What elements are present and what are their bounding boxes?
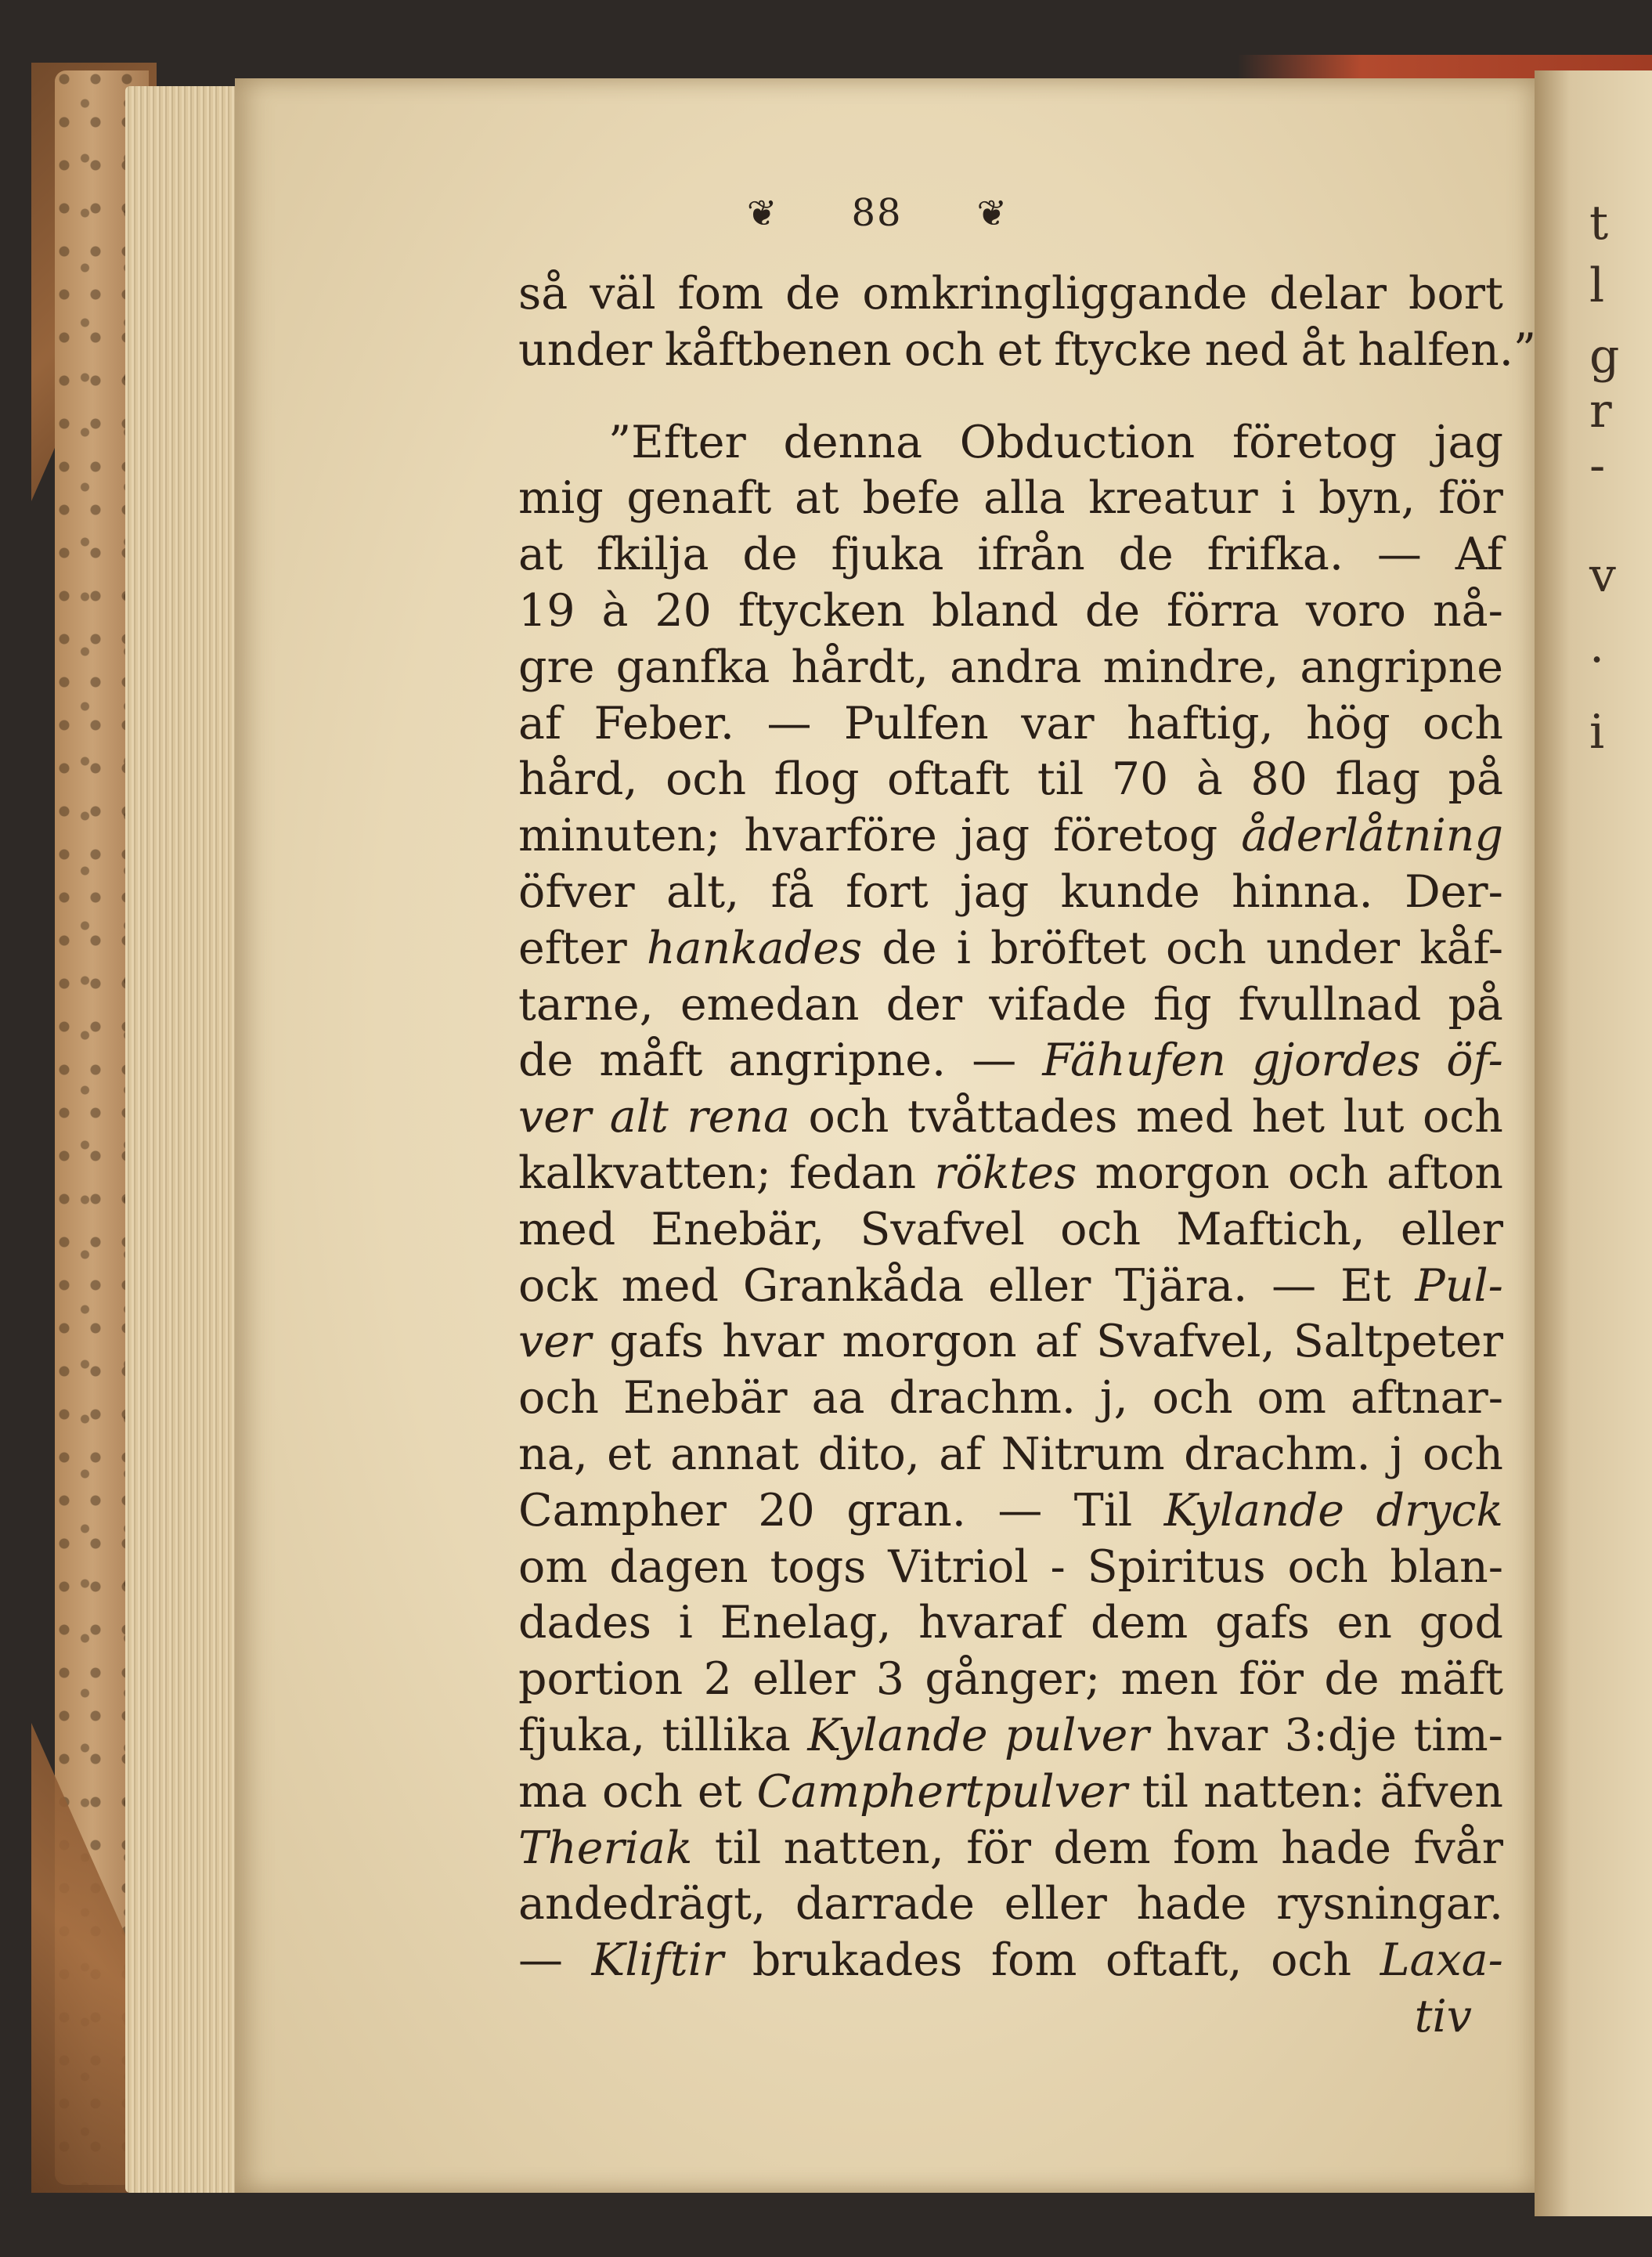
text-line bbox=[518, 640, 1503, 696]
word: vifade bbox=[989, 978, 1127, 1031]
word: — bbox=[972, 1035, 1017, 1087]
word: Grankåda bbox=[742, 1259, 965, 1312]
text-line bbox=[518, 752, 1503, 808]
text-line bbox=[518, 583, 1503, 640]
word: af bbox=[1034, 1316, 1078, 1368]
word: hvarföre bbox=[744, 810, 937, 862]
word: halfen.” bbox=[1358, 323, 1537, 376]
word: eller bbox=[752, 1653, 856, 1706]
word: alt, bbox=[665, 865, 740, 918]
word: til bbox=[714, 1822, 762, 1874]
word: Svafvel bbox=[860, 1203, 1025, 1255]
word: — bbox=[1271, 1259, 1317, 1312]
word: och bbox=[518, 1372, 599, 1425]
word: morgon bbox=[842, 1316, 1017, 1368]
word: mig bbox=[518, 472, 604, 525]
italic-word: gjordes bbox=[1252, 1035, 1421, 1087]
word: få bbox=[770, 865, 814, 918]
word: Saltpeter bbox=[1293, 1316, 1503, 1368]
word: andra bbox=[950, 641, 1082, 693]
italic-word: rena bbox=[687, 1091, 791, 1143]
text-line bbox=[518, 865, 1503, 921]
word: aftnar- bbox=[1350, 1372, 1503, 1425]
word: et bbox=[607, 1428, 651, 1480]
word: företog bbox=[1232, 416, 1398, 468]
word: åt bbox=[1300, 323, 1346, 376]
word: och bbox=[904, 323, 985, 376]
text-line bbox=[518, 1933, 1503, 1989]
word: Pulfen bbox=[843, 697, 989, 749]
word: i bbox=[678, 1597, 693, 1649]
word: och bbox=[1166, 922, 1246, 974]
word: tarne, bbox=[518, 978, 654, 1031]
text-line bbox=[518, 1202, 1503, 1259]
word: hinna. bbox=[1232, 865, 1373, 918]
word: ftycke bbox=[1054, 323, 1192, 376]
word: jag bbox=[960, 810, 1030, 862]
word: ganfka bbox=[615, 641, 770, 693]
word: de bbox=[785, 268, 841, 320]
word: til bbox=[1142, 1765, 1189, 1818]
word: Af bbox=[1455, 529, 1503, 581]
word: fvullnad bbox=[1238, 978, 1422, 1031]
word: och bbox=[1423, 1428, 1503, 1480]
facing-page-fragment: i bbox=[1589, 705, 1605, 760]
word: mindre, bbox=[1102, 641, 1279, 693]
word: dem bbox=[1091, 1597, 1189, 1649]
word: med bbox=[1135, 1091, 1234, 1143]
word: gafs bbox=[1215, 1597, 1310, 1649]
facing-page-fragment: . bbox=[1589, 619, 1605, 673]
word: fom bbox=[990, 1934, 1077, 1987]
word: under bbox=[518, 323, 652, 376]
text-line bbox=[518, 1595, 1503, 1652]
word: om bbox=[518, 1540, 588, 1593]
facing-page-edge bbox=[1535, 70, 1652, 2216]
word: kreatur bbox=[1088, 472, 1258, 525]
word: äfven bbox=[1380, 1765, 1503, 1818]
ornament-right-icon: ❦ bbox=[976, 192, 1008, 234]
word: Feber. bbox=[593, 697, 735, 749]
word: haftig, bbox=[1127, 697, 1274, 749]
word: Tjära. bbox=[1115, 1259, 1248, 1312]
word: hade bbox=[1136, 1878, 1247, 1930]
word: hvar bbox=[1166, 1709, 1268, 1761]
word: brukades bbox=[752, 1934, 963, 1987]
word: het bbox=[1251, 1091, 1326, 1143]
word: hög bbox=[1306, 697, 1390, 749]
page-header bbox=[525, 182, 1229, 244]
text-line bbox=[518, 471, 1503, 527]
word: à bbox=[1196, 753, 1223, 806]
word: efter bbox=[518, 922, 627, 974]
word: til bbox=[1037, 753, 1084, 806]
word: öfver bbox=[518, 865, 635, 918]
word: gre bbox=[518, 641, 595, 693]
word: fig bbox=[1153, 978, 1212, 1031]
word: och bbox=[1287, 1540, 1369, 1593]
word: de bbox=[882, 922, 937, 974]
italic-word: Camphertpulver bbox=[756, 1765, 1127, 1818]
italic-word: Fähufen bbox=[1042, 1035, 1226, 1087]
word: Vitriol bbox=[888, 1540, 1029, 1593]
word: gafs bbox=[609, 1316, 705, 1368]
word: Svafvel, bbox=[1095, 1316, 1275, 1368]
word: och bbox=[1060, 1203, 1142, 1255]
word: på bbox=[1448, 753, 1503, 806]
word: företog bbox=[1053, 810, 1218, 862]
word: dito, bbox=[817, 1428, 920, 1480]
word: dades bbox=[518, 1597, 651, 1649]
italic-word: alt bbox=[609, 1091, 669, 1143]
text-line bbox=[518, 1259, 1503, 1315]
word: ifrån bbox=[977, 529, 1085, 581]
word: togs bbox=[770, 1540, 867, 1593]
word: flag bbox=[1335, 753, 1420, 806]
word: darrade bbox=[795, 1878, 975, 1930]
word: delar bbox=[1269, 268, 1387, 320]
text-line bbox=[518, 527, 1503, 583]
word: minuten; bbox=[518, 810, 721, 862]
word: fom bbox=[677, 268, 764, 320]
word: med bbox=[518, 1203, 616, 1255]
word: Maftich, bbox=[1176, 1203, 1365, 1255]
word: en bbox=[1336, 1597, 1392, 1649]
italic-word: Kylande bbox=[807, 1709, 988, 1761]
word: de bbox=[518, 1035, 574, 1087]
word: af bbox=[939, 1428, 983, 1480]
facing-page-fragment: t bbox=[1589, 196, 1609, 251]
word: lut bbox=[1343, 1091, 1405, 1143]
word: bort bbox=[1408, 268, 1503, 320]
facing-page-fragment: l bbox=[1589, 258, 1605, 313]
word: j, bbox=[1099, 1372, 1128, 1425]
italic-word: Theriak bbox=[518, 1822, 693, 1874]
word: hade bbox=[1281, 1822, 1391, 1874]
word: oftaft, bbox=[1106, 1934, 1243, 1987]
word: nå- bbox=[1432, 584, 1503, 637]
word: tim- bbox=[1413, 1709, 1503, 1761]
word: ock bbox=[518, 1259, 597, 1312]
italic-word: åderlåtning bbox=[1241, 810, 1503, 862]
word: byn, bbox=[1318, 472, 1416, 525]
word: — bbox=[518, 1934, 563, 1987]
facing-page-fragment: r bbox=[1589, 384, 1612, 439]
word: oftaft bbox=[886, 753, 1010, 806]
italic-word: röktes bbox=[934, 1147, 1077, 1199]
word: Enebär, bbox=[651, 1203, 825, 1255]
word: 20 bbox=[655, 584, 712, 637]
word: 70 bbox=[1111, 753, 1169, 806]
italic-word: Kliftir bbox=[591, 1934, 724, 1987]
italic-word: pulver bbox=[1005, 1709, 1149, 1761]
italic-word: dryck bbox=[1376, 1484, 1503, 1537]
text-line bbox=[518, 1708, 1503, 1764]
word: var bbox=[1021, 697, 1095, 749]
text-line bbox=[518, 1089, 1503, 1146]
word: hvar bbox=[722, 1316, 824, 1368]
word: 19 bbox=[518, 584, 575, 637]
word: alla bbox=[983, 472, 1066, 525]
word: förra bbox=[1167, 584, 1279, 637]
word: Obduction bbox=[959, 416, 1196, 468]
word: gran. bbox=[846, 1484, 966, 1537]
word: väl bbox=[590, 268, 656, 320]
word: rysningar. bbox=[1276, 1878, 1503, 1930]
word: ”Efter bbox=[608, 416, 746, 468]
word: måft bbox=[599, 1035, 703, 1087]
word: så bbox=[518, 268, 568, 320]
word: jag bbox=[1434, 416, 1503, 468]
word: — bbox=[766, 697, 812, 749]
word: omkringliggande bbox=[862, 268, 1248, 320]
text-line bbox=[518, 1314, 1503, 1370]
word: hårdt, bbox=[791, 641, 929, 693]
word: tillika bbox=[662, 1709, 791, 1761]
italic-word: tiv bbox=[1414, 1990, 1472, 2042]
word: 20 bbox=[758, 1484, 815, 1537]
word: Der- bbox=[1404, 865, 1503, 918]
italic-word: öf- bbox=[1446, 1035, 1503, 1087]
word: angripne bbox=[1300, 641, 1503, 693]
word: emedan bbox=[680, 978, 860, 1031]
word: och bbox=[1287, 1147, 1369, 1199]
word: at bbox=[518, 529, 563, 581]
word: flog bbox=[774, 753, 860, 806]
word: och bbox=[602, 1765, 683, 1818]
text-line bbox=[518, 1989, 1503, 2046]
word: eller bbox=[1400, 1203, 1503, 1255]
word: genaft bbox=[626, 472, 772, 525]
word: och bbox=[808, 1091, 889, 1143]
word: annat bbox=[670, 1428, 799, 1480]
word: kalkvatten; bbox=[518, 1147, 771, 1199]
word: dem bbox=[1053, 1822, 1151, 1874]
word: i bbox=[956, 922, 972, 974]
word: kunde bbox=[1060, 865, 1200, 918]
word: - bbox=[1050, 1540, 1066, 1593]
word: kåf- bbox=[1419, 922, 1503, 974]
word: för bbox=[966, 1822, 1031, 1874]
word: hvaraf bbox=[918, 1597, 1064, 1649]
word: bröftet bbox=[990, 922, 1146, 974]
text-line bbox=[518, 1876, 1503, 1933]
word: andedrägt, bbox=[518, 1878, 766, 1930]
word: hård, bbox=[518, 753, 638, 806]
word: afton bbox=[1386, 1147, 1503, 1199]
word: et bbox=[997, 323, 1042, 376]
paragraph-gap bbox=[518, 379, 1503, 415]
facing-page-fragment: g bbox=[1589, 329, 1620, 384]
word: fedan bbox=[789, 1147, 917, 1199]
word: Et bbox=[1340, 1259, 1391, 1312]
word: denna bbox=[783, 416, 923, 468]
word: men bbox=[1120, 1653, 1219, 1706]
word: tvåttades bbox=[907, 1091, 1118, 1143]
word: med bbox=[621, 1259, 719, 1312]
word: Campher bbox=[518, 1484, 727, 1537]
word: na, bbox=[518, 1428, 588, 1480]
word: och bbox=[1423, 697, 1503, 749]
word: fvår bbox=[1413, 1822, 1503, 1874]
facing-page-fragment: v bbox=[1589, 548, 1616, 603]
word: fkilja bbox=[596, 529, 709, 581]
word: at bbox=[794, 472, 839, 525]
word: fom bbox=[1173, 1822, 1259, 1874]
word: Nitrum bbox=[1001, 1428, 1165, 1480]
italic-word: ver bbox=[518, 1091, 592, 1143]
word: voro bbox=[1305, 584, 1406, 637]
italic-word: ver bbox=[518, 1316, 592, 1368]
word: dagen bbox=[609, 1540, 748, 1593]
text-line bbox=[518, 1033, 1503, 1089]
word: natten, bbox=[783, 1822, 944, 1874]
word: blan- bbox=[1390, 1540, 1503, 1593]
italic-word: Laxa- bbox=[1380, 1934, 1503, 1987]
word: 3 bbox=[875, 1653, 904, 1706]
word: på bbox=[1448, 978, 1503, 1031]
word: angripne. bbox=[728, 1035, 947, 1087]
word: drachm. bbox=[889, 1372, 1076, 1425]
word: under bbox=[1266, 922, 1400, 974]
page-number: 88 bbox=[851, 191, 903, 235]
word: et bbox=[697, 1765, 742, 1818]
word: à bbox=[601, 584, 629, 637]
text-line bbox=[518, 1483, 1503, 1540]
word: och bbox=[1152, 1372, 1233, 1425]
text-line bbox=[518, 1370, 1503, 1427]
word: de bbox=[742, 529, 798, 581]
word: 3:dje bbox=[1284, 1709, 1398, 1761]
word: kåftbenen bbox=[664, 323, 892, 376]
word: de bbox=[1118, 529, 1174, 581]
word: ftycken bbox=[738, 584, 906, 637]
ornament-left-icon: ❦ bbox=[746, 192, 777, 234]
word: af bbox=[518, 697, 562, 749]
word: bland bbox=[931, 584, 1059, 637]
word: fort bbox=[846, 865, 929, 918]
word: der bbox=[886, 978, 963, 1031]
italic-word: Pul- bbox=[1415, 1259, 1503, 1312]
word: de bbox=[1084, 584, 1141, 637]
word: — bbox=[997, 1484, 1043, 1537]
word: portion bbox=[518, 1653, 684, 1706]
word: för bbox=[1239, 1653, 1304, 1706]
word: Spiritus bbox=[1087, 1540, 1266, 1593]
word: och bbox=[1271, 1934, 1352, 1987]
word: befe bbox=[862, 472, 961, 525]
word: god bbox=[1419, 1597, 1503, 1649]
text-line bbox=[518, 696, 1503, 753]
word: morgon bbox=[1095, 1147, 1270, 1199]
text-line bbox=[518, 1821, 1503, 1877]
text-line bbox=[518, 977, 1503, 1034]
italic-word: hankades bbox=[646, 922, 863, 974]
word: ned bbox=[1204, 323, 1289, 376]
text-line bbox=[518, 921, 1503, 977]
word: 80 bbox=[1250, 753, 1308, 806]
facing-page-fragment: - bbox=[1589, 439, 1606, 493]
word: om bbox=[1257, 1372, 1326, 1425]
word: Enebär bbox=[622, 1372, 788, 1425]
word: fjuka, bbox=[518, 1709, 646, 1761]
word: mäft bbox=[1399, 1653, 1503, 1706]
text-line bbox=[518, 415, 1503, 471]
text-line bbox=[518, 1146, 1503, 1202]
word: — bbox=[1376, 529, 1422, 581]
word: jag bbox=[960, 865, 1030, 918]
text-line bbox=[518, 1540, 1503, 1596]
text-line bbox=[518, 266, 1503, 323]
word: de bbox=[1324, 1653, 1380, 1706]
word: och bbox=[1422, 1091, 1503, 1143]
word: eller bbox=[1004, 1878, 1107, 1930]
word: 2 bbox=[703, 1653, 732, 1706]
body-text bbox=[518, 266, 1537, 2046]
italic-word: Kylande bbox=[1163, 1484, 1345, 1537]
text-line bbox=[518, 808, 1503, 865]
word: ma bbox=[518, 1765, 588, 1818]
page-edges bbox=[125, 86, 243, 2193]
word: j bbox=[1389, 1428, 1404, 1480]
word: gånger; bbox=[925, 1653, 1101, 1706]
text-line bbox=[518, 1652, 1503, 1708]
word: eller bbox=[988, 1259, 1091, 1312]
word: för bbox=[1438, 472, 1503, 525]
word: fjuka bbox=[831, 529, 944, 581]
word: frifka. bbox=[1207, 529, 1344, 581]
text-line bbox=[518, 1427, 1503, 1483]
text-line bbox=[518, 1764, 1503, 1821]
word: Til bbox=[1073, 1484, 1133, 1537]
word: i bbox=[1281, 472, 1296, 525]
word: Enelag, bbox=[720, 1597, 892, 1649]
word: natten: bbox=[1203, 1765, 1365, 1818]
word: och bbox=[665, 753, 747, 806]
word: drachm. bbox=[1184, 1428, 1371, 1480]
text-line bbox=[518, 323, 1537, 379]
word: aa bbox=[811, 1372, 865, 1425]
